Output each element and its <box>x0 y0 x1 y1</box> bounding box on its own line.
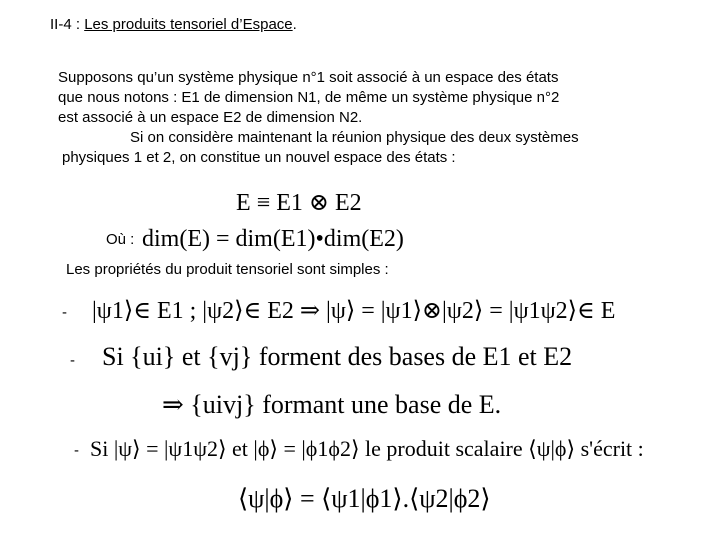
property-3-line-1: Si |ψ⟩ = |ψ1ψ2⟩ et |ϕ⟩ = |ϕ1ϕ2⟩ le produit scalaire ⟨ψ|ϕ⟩ s'écrit : <box>90 436 644 461</box>
title-suffix: . <box>292 16 297 33</box>
paragraph-line-1: Supposons qu’un système physique n°1 soit associé à un espace des états <box>58 69 559 86</box>
bullet-dash-2: - <box>70 352 75 369</box>
property-2-line-2: ⇒ {uivj} formant une base de E. <box>162 390 502 419</box>
paragraph-line-3: est associé à un espace E2 de dimension N2. <box>58 109 363 126</box>
title-underlined: Les produits tensoriel d’Espace <box>84 16 293 33</box>
dimension-equation: dim(E) = dim(E1)•dim(E2) <box>142 226 404 252</box>
bullet-dash-1: - <box>62 304 67 321</box>
title-prefix: II-4 : <box>50 16 85 33</box>
paragraph-line-2: que nous notons : E1 de dimension N1, de même un système physique n°2 <box>58 89 560 106</box>
property-3-line-2: ⟨ψ|ϕ⟩ = ⟨ψ1|ϕ1⟩.⟨ψ2|ϕ2⟩ <box>238 484 491 513</box>
tensor-space-equation: E ≡ E1 ⊗ E2 <box>236 190 362 216</box>
section-title <box>50 16 297 33</box>
properties-intro: Les propriétés du produit tensoriel sont simples : <box>66 261 389 278</box>
property-1-equation: |ψ1⟩∈ E1 ; |ψ2⟩∈ E2 ⇒ |ψ⟩ = |ψ1⟩⊗|ψ2⟩ = |ψ1ψ2⟩∈ E <box>92 298 616 324</box>
paragraph-line-5: physiques 1 et 2, on constitue un nouvel espace des états : <box>62 149 456 166</box>
paragraph-line-4: Si on considère maintenant la réunion physique des deux systèmes <box>130 129 579 146</box>
ou-label: Où : <box>106 231 135 248</box>
property-2-line-1: Si {ui} et {vj} forment des bases de E1 et E2 <box>102 342 573 371</box>
intro-paragraph <box>58 68 579 168</box>
bullet-dash-3: - <box>74 442 79 459</box>
